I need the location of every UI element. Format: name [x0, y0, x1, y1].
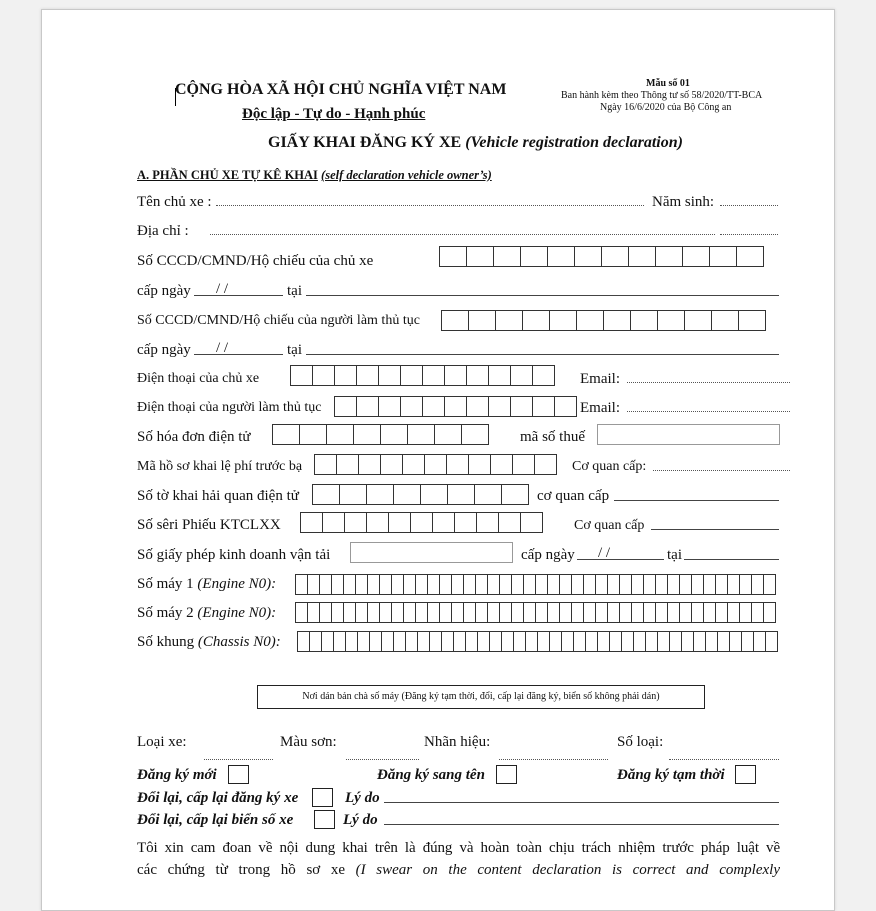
agent-email-label: Email: — [580, 400, 620, 416]
agent-issued-place-label: tại — [287, 342, 302, 358]
address-input-extra[interactable] — [720, 234, 778, 235]
issued-place-label: tại — [287, 283, 302, 299]
digit-box[interactable] — [272, 424, 300, 445]
digit-box[interactable] — [344, 512, 367, 533]
issued-place-input[interactable] — [306, 295, 779, 296]
digit-box[interactable] — [432, 512, 455, 533]
option-reissue-reg-label: Đổi lại, cấp lại đăng ký xe — [137, 790, 299, 806]
engine1-en: (Engine N0): — [197, 576, 277, 592]
digit-box[interactable] — [290, 365, 313, 386]
vehicle-type-input[interactable] — [204, 759, 273, 760]
owner-name-input[interactable] — [216, 205, 644, 206]
digit-box[interactable] — [476, 512, 499, 533]
section-a-heading — [137, 166, 492, 184]
digit-box[interactable] — [510, 365, 533, 386]
digit-box[interactable] — [312, 484, 340, 505]
reissue-reg-reason-input[interactable] — [384, 802, 779, 803]
digit-box[interactable] — [393, 484, 421, 505]
digit-box[interactable] — [378, 365, 401, 386]
engine1-boxes[interactable] — [295, 574, 776, 595]
option-transfer-checkbox[interactable] — [496, 765, 517, 784]
digit-box[interactable] — [322, 512, 345, 533]
form-title — [268, 134, 683, 152]
digit-box[interactable] — [314, 454, 337, 475]
engine2-boxes[interactable] — [295, 602, 776, 623]
digit-box[interactable] — [493, 246, 521, 267]
digit-box[interactable] — [709, 246, 737, 267]
vehicle-model-label: Số loại: — [617, 734, 664, 750]
owner-email-input[interactable] — [627, 382, 790, 383]
digit-box[interactable] — [501, 484, 529, 505]
digit-box[interactable] — [334, 396, 357, 417]
digit-box[interactable] — [380, 424, 408, 445]
option-temporary-label: Đăng ký tạm thời — [617, 767, 725, 783]
digit-box[interactable] — [444, 396, 467, 417]
license-date-label: cấp ngày — [521, 547, 575, 563]
agent-issued-date-separator: / / — [216, 340, 229, 356]
license-place-label: tại — [667, 547, 682, 563]
digit-box[interactable] — [461, 424, 489, 445]
owner-phone-label: Điện thoại của chủ xe — [137, 371, 260, 386]
ktclxx-agency-input[interactable] — [651, 529, 779, 530]
issuing-agency-label: Cơ quan cấp: — [572, 459, 647, 474]
digit-box[interactable] — [358, 454, 381, 475]
digit-box[interactable] — [522, 310, 550, 331]
engine1-label — [137, 575, 276, 593]
declaration-line-1: Tôi xin cam đoan về nội dung khai trên là đúng và hoàn toàn chịu trách nhiệm trước pháp luật về — [137, 840, 780, 856]
digit-box[interactable] — [400, 396, 423, 417]
option-reissue-plate-checkbox[interactable] — [314, 810, 335, 829]
agent-issued-date-input[interactable] — [194, 354, 283, 355]
digit-box[interactable] — [388, 512, 411, 533]
issued-date-separator: / / — [216, 281, 229, 297]
digit-box[interactable] — [466, 365, 489, 386]
digit-box[interactable] — [574, 246, 602, 267]
address-label: Địa chỉ : — [137, 223, 189, 239]
digit-box[interactable] — [534, 454, 557, 475]
ktclxx-agency-label: Cơ quan cấp — [574, 518, 645, 533]
invoice-boxes[interactable] — [272, 424, 489, 445]
agent-id-label: Số CCCD/CMND/Hộ chiếu của người làm thủ tục — [137, 313, 420, 328]
owner-id-label: Số CCCD/CMND/Hộ chiếu của chủ xe — [137, 253, 374, 269]
digit-box[interactable] — [353, 424, 381, 445]
birth-year-input[interactable] — [720, 205, 778, 206]
option-reissue-reg-checkbox[interactable] — [312, 788, 333, 807]
digit-box[interactable] — [439, 246, 467, 267]
char-box[interactable] — [765, 631, 778, 652]
invoice-label: Số hóa đơn điện tử — [137, 429, 251, 445]
vehicle-model-input[interactable] — [669, 759, 779, 760]
chassis-en: (Chassis N0): — [197, 634, 281, 650]
digit-box[interactable] — [520, 246, 548, 267]
digit-box[interactable] — [682, 246, 710, 267]
engine2-en: (Engine N0): — [197, 605, 277, 621]
digit-box[interactable] — [498, 512, 521, 533]
option-new-label: Đăng ký mới — [137, 767, 217, 783]
digit-box[interactable] — [466, 246, 494, 267]
agent-phone-label: Điện thoại của người làm thủ tục — [137, 400, 322, 415]
digit-box[interactable] — [312, 365, 335, 386]
fee-code-label: Mã hồ sơ khai lệ phí trước bạ — [137, 459, 303, 474]
digit-box[interactable] — [410, 512, 433, 533]
form-title-en: (Vehicle registration declaration) — [465, 134, 683, 151]
customs-label: Số tờ khai hải quan điện tử — [137, 488, 299, 504]
tax-code-label: mã số thuế — [520, 429, 585, 445]
option-transfer-label: Đăng ký sang tên — [377, 767, 485, 783]
reissue-reg-reason-label: Lý do — [345, 790, 380, 806]
digit-box[interactable] — [628, 246, 656, 267]
tax-code-input[interactable] — [597, 424, 780, 445]
digit-box[interactable] — [441, 310, 469, 331]
char-box[interactable] — [763, 574, 776, 595]
digit-box[interactable] — [356, 365, 379, 386]
digit-box[interactable] — [422, 396, 445, 417]
digit-box[interactable] — [407, 424, 435, 445]
digit-box[interactable] — [711, 310, 739, 331]
license-date-input[interactable] — [577, 559, 664, 560]
digit-box[interactable] — [554, 396, 577, 417]
digit-box[interactable] — [510, 396, 533, 417]
chassis-title: Số khung — [137, 634, 195, 650]
address-input[interactable] — [210, 234, 715, 235]
vehicle-color-label: Màu sơn: — [280, 734, 337, 750]
business-license-label: Số giấy phép kinh doanh vận tải — [137, 547, 331, 563]
digit-box[interactable] — [466, 396, 489, 417]
digit-box[interactable] — [356, 396, 379, 417]
chassis-boxes[interactable] — [297, 631, 778, 652]
digit-box[interactable] — [444, 365, 467, 386]
digit-box[interactable] — [447, 484, 475, 505]
digit-box[interactable] — [738, 310, 766, 331]
declaration-line-2-en: (I swear on the content declaration is correct and complexly — [355, 862, 780, 878]
char-box[interactable] — [763, 602, 776, 623]
ktclxx-boxes[interactable] — [300, 512, 543, 533]
digit-box[interactable] — [547, 246, 575, 267]
digit-box[interactable] — [549, 310, 577, 331]
digit-box[interactable] — [520, 512, 543, 533]
issuing-agency-input[interactable] — [653, 470, 790, 471]
section-a-title: A. PHẦN CHỦ XE TỰ KÊ KHAI — [137, 168, 318, 182]
digit-box[interactable] — [630, 310, 658, 331]
digit-box[interactable] — [422, 365, 445, 386]
customs-agency-label: cơ quan cấp — [537, 488, 610, 504]
digit-box[interactable] — [380, 454, 403, 475]
license-place-input[interactable] — [684, 559, 779, 560]
digit-box[interactable] — [532, 365, 555, 386]
digit-box[interactable] — [684, 310, 712, 331]
digit-box[interactable] — [490, 454, 513, 475]
fee-code-boxes[interactable] — [314, 454, 557, 475]
engine1-title: Số máy 1 — [137, 576, 194, 592]
digit-box[interactable] — [299, 424, 327, 445]
digit-box[interactable] — [300, 512, 323, 533]
digit-box[interactable] — [512, 454, 535, 475]
declaration-line-2 — [137, 861, 780, 879]
digit-box[interactable] — [366, 484, 394, 505]
customs-boxes[interactable] — [312, 484, 529, 505]
digit-box[interactable] — [326, 424, 354, 445]
business-license-input[interactable] — [350, 542, 513, 563]
issued-date-label: cấp ngày — [137, 283, 191, 299]
digit-box[interactable] — [424, 454, 447, 475]
owner-id-boxes[interactable] — [439, 246, 764, 267]
issued-date-input[interactable] — [194, 295, 283, 296]
agent-phone-boxes[interactable] — [334, 396, 577, 417]
reissue-plate-reason-label: Lý do — [343, 812, 378, 828]
digit-box[interactable] — [402, 454, 425, 475]
document-page — [41, 9, 835, 911]
chassis-label — [137, 633, 281, 651]
form-title-vi: GIẤY KHAI ĐĂNG KÝ XE — [268, 134, 462, 151]
section-a-title-en: (self declaration vehicle owner’s) — [321, 168, 492, 182]
issued-by-line-2: Ngày 16/6/2020 của Bộ Công an — [600, 102, 732, 113]
agent-email-input[interactable] — [627, 411, 790, 412]
owner-phone-boxes[interactable] — [290, 365, 555, 386]
digit-box[interactable] — [378, 396, 401, 417]
license-date-separator: / / — [598, 545, 611, 561]
digit-box[interactable] — [495, 310, 523, 331]
engine2-title: Số máy 2 — [137, 605, 194, 621]
digit-box[interactable] — [454, 512, 477, 533]
option-temporary-checkbox[interactable] — [735, 765, 756, 784]
option-reissue-plate-label: Đổi lại, cấp lại biển số xe — [137, 812, 294, 828]
country-heading: CỘNG HÒA XÃ HỘI CHỦ NGHĨA VIỆT NAM — [175, 81, 507, 98]
ktclxx-label: Số sêri Phiếu KTCLXX — [137, 517, 281, 533]
digit-box[interactable] — [576, 310, 604, 331]
digit-box[interactable] — [601, 246, 629, 267]
digit-box[interactable] — [400, 365, 423, 386]
reissue-plate-reason-input[interactable] — [384, 824, 779, 825]
digit-box[interactable] — [334, 365, 357, 386]
digit-box[interactable] — [488, 396, 511, 417]
agent-id-boxes[interactable] — [441, 310, 766, 331]
motto: Độc lập - Tự do - Hạnh phúc — [242, 106, 426, 122]
digit-box[interactable] — [336, 454, 359, 475]
digit-box[interactable] — [655, 246, 683, 267]
vehicle-type-label: Loại xe: — [137, 734, 187, 750]
birth-year-label: Năm sinh: — [652, 194, 715, 210]
vehicle-brand-label: Nhãn hiệu: — [424, 734, 491, 750]
digit-box[interactable] — [532, 396, 555, 417]
digit-box[interactable] — [488, 365, 511, 386]
engine-rubbing-box[interactable]: Nơi dán bản chà số máy (Đăng ký tạm thời, đổi, cấp lại đăng ký, biển số không phải dán) — [257, 685, 705, 709]
digit-box[interactable] — [434, 424, 462, 445]
form-number: Mẫu số 01 — [646, 78, 690, 89]
option-new-checkbox[interactable] — [228, 765, 249, 784]
owner-name-label: Tên chủ xe : — [137, 194, 212, 210]
digit-box[interactable] — [603, 310, 631, 331]
digit-box[interactable] — [657, 310, 685, 331]
digit-box[interactable] — [446, 454, 469, 475]
agent-issued-place-input[interactable] — [306, 354, 779, 355]
agent-issued-date-label: cấp ngày — [137, 342, 191, 358]
digit-box[interactable] — [468, 310, 496, 331]
engine2-label — [137, 604, 276, 622]
declaration-line-2-vi: các chứng từ trong hồ sơ xe — [137, 862, 356, 878]
digit-box[interactable] — [366, 512, 389, 533]
vehicle-brand-input[interactable] — [499, 759, 608, 760]
digit-box[interactable] — [468, 454, 491, 475]
vehicle-color-input[interactable] — [346, 759, 419, 760]
digit-box[interactable] — [420, 484, 448, 505]
digit-box[interactable] — [474, 484, 502, 505]
owner-email-label: Email: — [580, 371, 620, 387]
digit-box[interactable] — [339, 484, 367, 505]
issued-by-line-1: Ban hành kèm theo Thông tư số 58/2020/TT-BCA — [561, 90, 763, 101]
customs-agency-input[interactable] — [614, 500, 779, 501]
digit-box[interactable] — [736, 246, 764, 267]
